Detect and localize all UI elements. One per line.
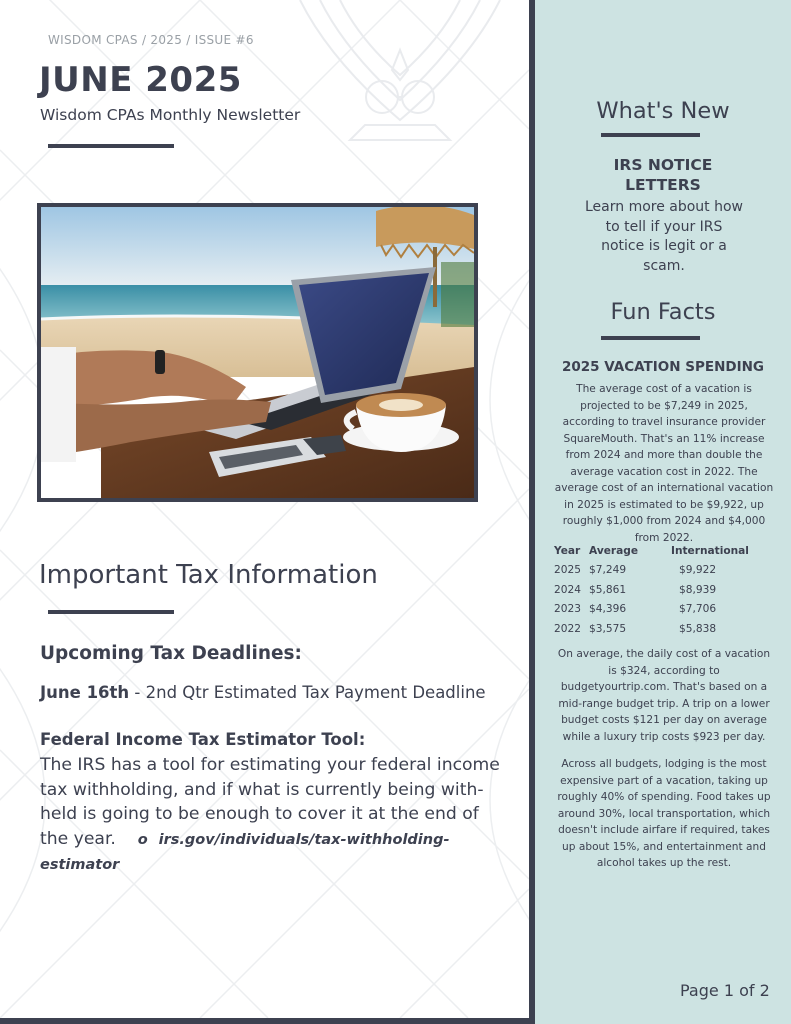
irs-notice-heading-line2: LETTERS [625, 176, 701, 194]
beach-laptop-illustration [41, 207, 474, 498]
cell-year: 2022 [554, 622, 581, 635]
fun-facts-divider [601, 336, 700, 340]
newsletter-subtitle: Wisdom CPAs Monthly Newsletter [40, 106, 301, 124]
cell-year: 2024 [554, 583, 581, 596]
cell-average: $7,249 [589, 564, 627, 577]
cell-year: 2023 [554, 603, 581, 616]
estimator-tool-text: The IRS has a tool for estimating your federal income tax withholding, and if what is currently being with-held is going to be enough to cover it at the end of the year. [40, 755, 500, 849]
cell-international: $7,706 [679, 603, 717, 616]
deadline-separator: - [129, 683, 146, 702]
cell-international: $5,838 [679, 622, 717, 635]
estimator-tool-link[interactable]: irs.gov/individuals/tax-withholding-estimator [40, 831, 450, 873]
cell-year: 2025 [554, 564, 581, 577]
bullet-marker: o [137, 831, 148, 848]
newsletter-title: JUNE 2025 [39, 60, 242, 100]
header-average: Average [589, 544, 639, 557]
vacation-paragraph-3: Across all budgets, lodging is the most expensive part of a vacation, taking up roughly 40% of spending. Food takes up around 30%, local transportation, which doesn't include airfare if required, takes up about 15%, and entertainment and alcohol takes up the rest. [557, 758, 771, 869]
vacation-paragraph-2: On average, the daily cost of a vacation is $324, according to budgetyourtrip.com. That's based on a mid-range budget trip. A trip on a lower budget costs $121 per day on average while a luxury trip costs $923 per day. [557, 648, 771, 743]
table-row [554, 561, 771, 581]
table-header-row [554, 541, 771, 561]
section-title: Important Tax Information [39, 560, 378, 590]
vacation-paragraph-1: The average cost of a vacation is projected to be $7,249 in 2025, according to travel insurance provider SquareMouth. That's an 11% increase from 2024 and more than double the average vacation cost in 2022. The average cost of an international vacation in 2025 is estimated to be $9,922, up roughly $1,000 from 2024 and $4,000 from 2022. [554, 383, 774, 544]
section-divider [48, 610, 174, 614]
header-international: International [671, 544, 749, 557]
vacation-spending-table [554, 541, 771, 639]
estimator-tool-heading: Federal Income Tax Estimator Tool: [40, 730, 366, 749]
header-year: Year [554, 544, 581, 557]
estimator-tool-body [40, 753, 510, 878]
vacation-spending-heading: 2025 VACATION SPENDING [561, 359, 764, 375]
fun-facts-heading: Fun Facts [610, 299, 716, 325]
cell-international: $8,939 [679, 583, 717, 596]
hero-photo [37, 203, 478, 502]
issue-kicker: WISDOM CPAS / 2025 / ISSUE #6 [48, 33, 254, 47]
whats-new-divider [601, 133, 700, 137]
whats-new-heading: What's New [596, 98, 730, 124]
table-row [554, 600, 771, 620]
bottom-bar [0, 1018, 529, 1024]
deadline-date: June 16th [40, 683, 130, 702]
deadline-item [40, 683, 486, 702]
cell-average: $4,396 [589, 603, 627, 616]
page-number: Page 1 of 2 [680, 981, 770, 1000]
cell-international: $9,922 [679, 564, 717, 577]
table-row [554, 580, 771, 600]
irs-notice-body: Learn more about how to tell if your IRS notice is legit or a scam. [584, 199, 744, 274]
deadline-text: 2nd Qtr Estimated Tax Payment Deadline [145, 683, 486, 702]
table-row [554, 619, 771, 639]
cell-average: $3,575 [589, 622, 627, 635]
cell-average: $5,861 [589, 583, 627, 596]
deadlines-heading: Upcoming Tax Deadlines: [40, 643, 302, 664]
irs-notice-heading-line1: IRS NOTICE [613, 156, 713, 174]
title-divider [48, 144, 174, 148]
